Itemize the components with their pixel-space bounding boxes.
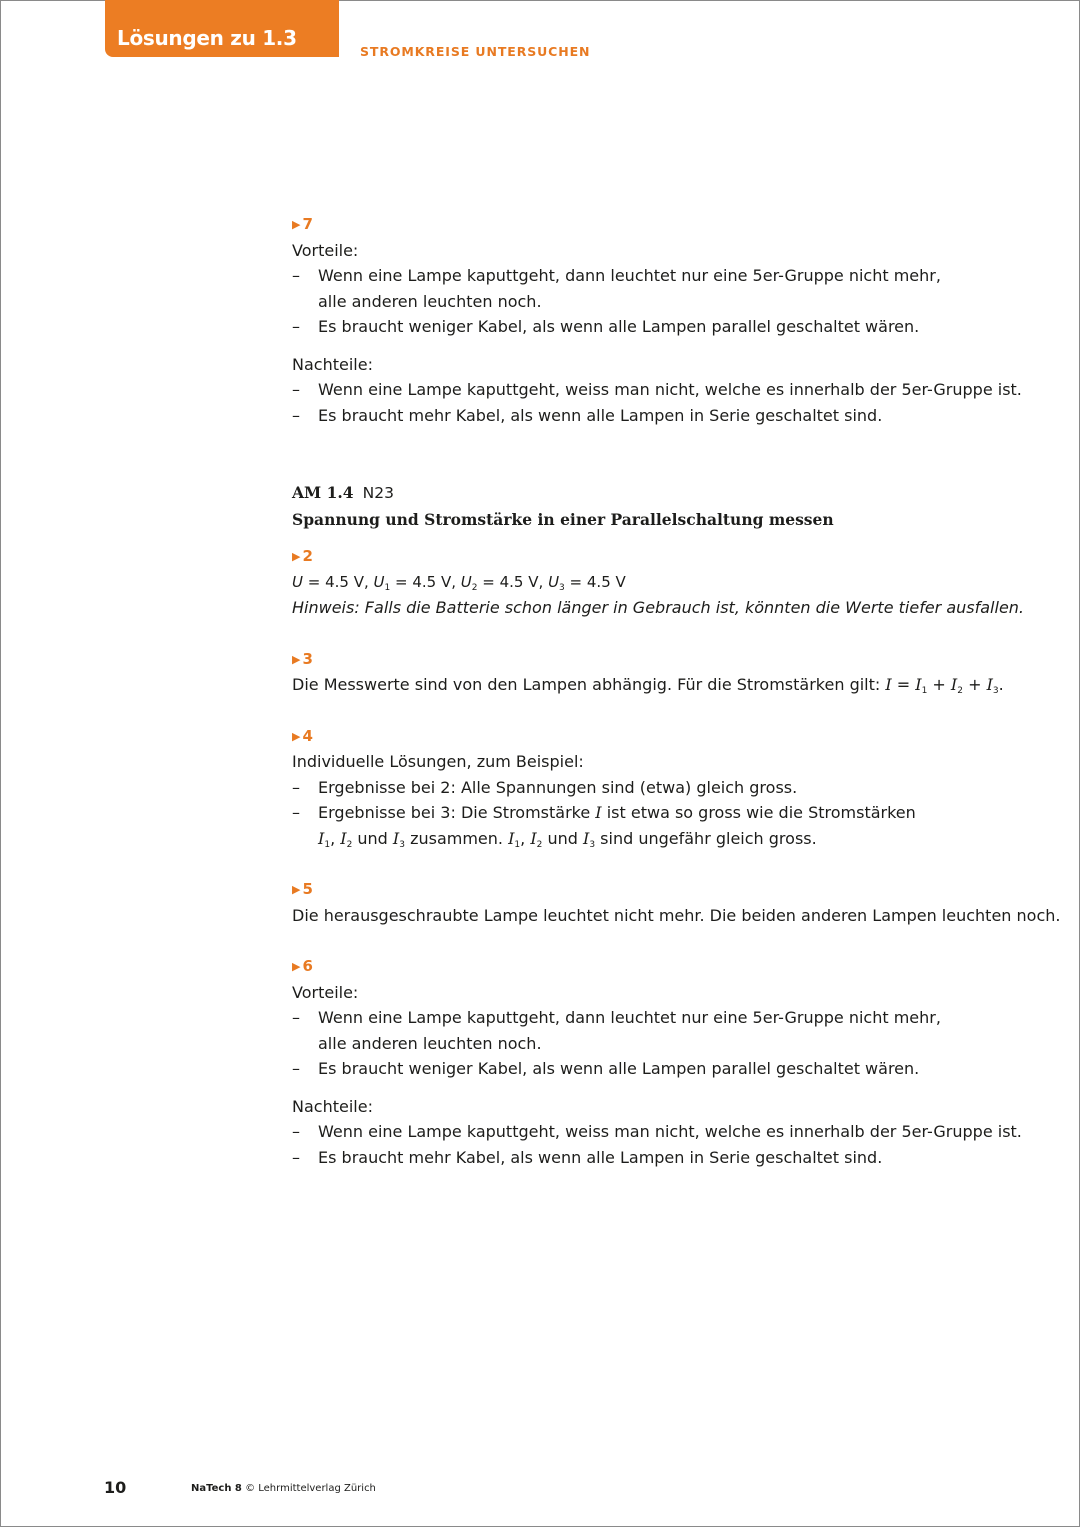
advantages-label: Vorteile: (292, 982, 359, 1002)
content (292, 212, 1061, 1170)
task4-intro: Individuelle Lösungen, zum Beispiel: (292, 752, 584, 771)
worksheet-code: N23 (362, 484, 394, 502)
task5-text: Die herausgeschraubte Lampe leuchtet nicht mehr. Die beiden anderen Lampen leuchten noch. (292, 905, 1061, 925)
worksheet-title: AM 1.4 (292, 483, 354, 502)
list-item: – Wenn eine Lampe kaputtgeht, dann leuchtet nur eine 5er-Gruppe nicht mehr, alle anderen leuchten noch. (292, 1005, 1032, 1056)
worksheet-heading (292, 480, 1032, 507)
triangle-marker-icon: ▶ (292, 218, 301, 231)
dash-bullet: – (292, 1147, 300, 1167)
task-number-6: ▶ 6 (292, 954, 1032, 980)
disadvantages-label: Nachteile: (292, 354, 373, 374)
list-item: – Ergebnisse bei 2: Alle Spannungen sind (etwa) gleich gross. (292, 775, 1032, 801)
dash-bullet: – (292, 317, 300, 336)
list-item: – Wenn eine Lampe kaputtgeht, weiss man nicht, welche es innerhalb der 5er-Gruppe ist. (292, 377, 1032, 403)
dash-bullet: – (292, 777, 300, 797)
dash-bullet: – (292, 803, 300, 822)
page-number: 10 (104, 1478, 127, 1497)
task4-list (292, 775, 1032, 852)
hint-text: Hinweis: Falls die Batterie schon länger in Gebrauch ist, könnten die Werte tiefer ausfallen. (292, 598, 1025, 617)
worksheet-subtitle: Spannung und Stromstärke in einer Parallelschaltung messen (292, 509, 834, 529)
dash-bullet: – (292, 266, 300, 285)
advantages-label: Vorteile: (292, 240, 359, 260)
list-item: – Es braucht mehr Kabel, als wenn alle Lampen in Serie geschaltet sind. (292, 1145, 1032, 1171)
header-tab (105, 0, 339, 57)
disadvantages-list (292, 377, 1032, 428)
footer-copyright: NaTech 8 © Lehrmittelverlag Zürich (191, 1483, 376, 1494)
triangle-marker-icon: ▶ (292, 883, 301, 896)
task3-text: Die Messwerte sind von den Lampen abhängig. Für die Stromstärken gilt: $I = I_1 + I_2 + I_3$. (292, 675, 1004, 696)
voltage-formula: U = 4.5 V, $U_1 = 4.5$ V, $U_2 = 4.5$ V, $U_3 = 4.5$ V (292, 572, 626, 593)
list-item: – Wenn eine Lampe kaputtgeht, dann leuchtet nur eine 5er-Gruppe nicht mehr, alle anderen leuchten noch. (292, 263, 1032, 314)
advantages-list (292, 263, 1032, 340)
list-item: – Es braucht mehr Kabel, als wenn alle Lampen in Serie geschaltet sind. (292, 403, 1032, 429)
dash-bullet: – (292, 380, 300, 399)
task-number-2: ▶ 2 (292, 544, 1032, 570)
triangle-marker-icon: ▶ (292, 652, 301, 666)
section-label: STROMKREISE UNTERSUCHEN (360, 44, 591, 59)
triangle-marker-icon: ▶ (292, 960, 301, 973)
list-item: – Es braucht weniger Kabel, als wenn alle Lampen parallel geschaltet wären. (292, 314, 1032, 340)
task-number-7: ▶ 7 (292, 212, 1032, 238)
list-item: – Ergebnisse bei 3: Die Stromstärke I ist etwa so gross wie die Stromstärken $I_1$, $I_2$ und $I_3$ zusammen. $I_1$, $I_2$ und $I_3$ sind ungefähr gleich gross. (292, 800, 1032, 851)
triangle-marker-icon: ▶ (292, 729, 301, 743)
task-number-5: ▶ 5 (292, 877, 1032, 903)
disadvantages-label: Nachteile: (292, 1096, 373, 1116)
task-number-3: ▶ 3 (292, 647, 1032, 673)
triangle-marker-icon: ▶ (292, 550, 301, 563)
dash-bullet: – (292, 405, 300, 425)
list-item: – Es braucht weniger Kabel, als wenn alle Lampen parallel geschaltet wären. (292, 1056, 1032, 1082)
dash-bullet: – (292, 1008, 300, 1027)
advantages-list (292, 1005, 1032, 1082)
footer-brand: NaTech 8 (191, 1483, 242, 1494)
dash-bullet: – (292, 1059, 300, 1078)
dash-bullet: – (292, 1122, 300, 1141)
list-item: – Wenn eine Lampe kaputtgeht, weiss man nicht, welche es innerhalb der 5er-Gruppe ist. (292, 1119, 1032, 1145)
header-tab-title: Lösungen zu 1.3 (117, 26, 297, 50)
task-number-4: ▶ 4 (292, 724, 1032, 750)
disadvantages-list (292, 1119, 1032, 1170)
current-formula: $I = I_1 + I_2 + I_3$. (885, 675, 1004, 696)
